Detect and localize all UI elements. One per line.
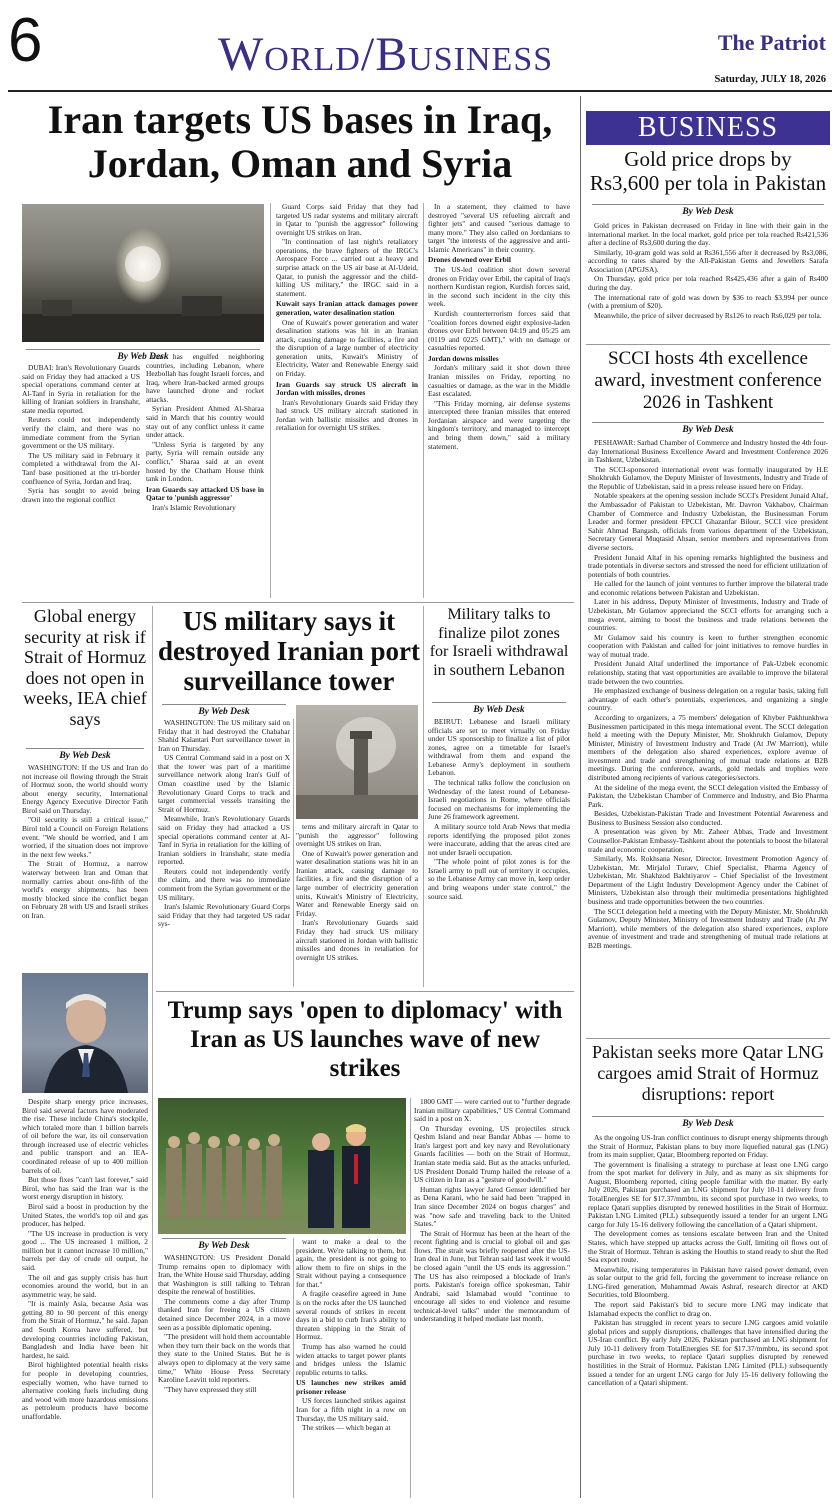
port-col1: WASHINGTON: The US military said on Friday that it had destroyed the Chabahar Shahid Kalantari Port surveillance tower in Iran on Thursday. US Central Command said in a post on X that the tower was part of a maritime surveillance network along Iran's Gulf of Oman coastline used by the Islamic Revolutionary Guard Corps to track and target commercial vessels transiting the Strait of Hormuz. Meanwhile, Iran's Revolutionary Guards said on Friday they had attacked a US special operations command center at Al-Tanf in Syria in retaliation for the killing of Iranian soldiers in Iranshahr, state media reported. Reuters could not independently verify the claim, and there was no immediate comment from the Syrian government or the US military. Iran's Islamic Revolutionary Guard Corps said Friday that they had targeted US radar sys- [158, 719, 290, 929]
trump-col1: WASHINGTON: US President Donald Trump remains open to diplomacy with Iran, the White House said Thursday, adding that Washington is still talking to Tehran despite the renewal of hostilities. The comments come a day after Trump thanked Iran for freeing a US citizen detained since December 2024, in a move seen as a possible diplomatic opening. "The president will hold them accountable when they turn their back on the words that they state to the United States. But he is always open to diplomacy at the very same time," White House Press Secretary Karoline Leavitt told reporters. "They have expressed they still [158, 1254, 290, 1394]
paper-name: The Patriot [717, 30, 826, 55]
birol-portrait [22, 973, 148, 1093]
gold-byline: By Web Desk [588, 204, 828, 217]
energy-headline: Global energy security at risk if Strait of Hormuz does not open in weeks, IEA chief says [23, 606, 147, 729]
masthead-rule [8, 90, 832, 92]
section-rule [586, 1038, 830, 1039]
scci-body: PESHAWAR: Sarhad Chamber of Commerce and Industry hosted the 4th four-day International Business Excellence Award and Investment Conference 2026 in Tashkent, Uzbekistan. The SCCI-sponsored international event was formally inaugurated by H.E Shokhrukh Gulamov, the Deputy Minister of Investments, Industry and Trade of the Republic of Uzbekistan, said in a press release issued here on Friday. Notable speakers at the opening session include SCCI's President Junaid Altaf, the Ambassador of Pakistan to Uzbekistan, Mr. Davron Vakhabov, Chairman Chamber of Commerce and Industry Uzbekistan, the Businessman Forum Leader and former president FPCCI Ghazanfar Bilour, SCCI vice president Sahir Ahmad Bangash, officials from various department of the Uzbekistan, Secretary General Muqtasid Ahsan, senior members and representatives from diverse sectors. President Junaid Altaf in his opening remarks highlighted the business and trade potentials in diverse sectors and stressed the need for efficient utilization of potentials of both countries. He called for the launch of joint ventures to further improve the bilateral trade and economic relations between Pakistan and Uzbekistan. Later in his address, Deputy Minister of Investments, Industry and Trade of Uzbekistan, Mr Gulamov appreciated the SCCI efforts for arranging such a mega event, aiming to boost the business and trade relations between the countries. Mr Gulamov said his country is keen to further strengthen economic cooperation with Pakistan and called for joint initiatives to remove hurdles in way of mutual trade. President Junaid Altaf underlined the importance of Pak-Uzbek economic relationship, stating that vast opportunities are available to improve the bilateral trade between the two countries. He emphasized exchange of business delegation on a regular basis, taking full advantage of each other's potentials, experiences, and organizing a single country. According to organizers, a 75 members' delegation of Khyber Pakhtunkhwa Businessmen participated in this mega international event. The SCCI delegation held a meeting with the Deputy Minister, Mr. Shokhrukh Gulamov, Deputy Minister, Ministry of Investment Industry and Trade (At JW Marriott), while members of the delegation also shared experiences, explore avenue of investment and trade and strengthening of mutual trade relations at B2B meetings. During the conference, awards, gold medals and trophies were distributed among recipients of various categories/sectors. At the sideline of the mega event, the SCCI delegation visited the Embassy of Pakistan, the Uzbekistan Chamber of Commerce and Industry, and Bio Pharma Park. Besides, Uzbekistan-Pakistan Trade and Investment Potential Awareness and Business to Business Session also conducted. A presentation was given by Mr. Zaheer Abbas, Trade and Investment Counsellor-Pakistan Embassy-Tashkent about the potentials to boost the bilateral trade and economic cooperation. Similarly, Ms. Rokhsana Nesor, Director, Investment Promotion Agency of Uzbekistan, Mr. Mirjalol Turaev, Chief Specialist, Pharma Agency of Uzbekistan, Mr. Shakhzod Bakhtiyarov – Chief Specialist of the Investment Department of the Light Industry Development Agency under the Cabinet of Ministers, Uzbekistan also through their multimedia presentations highlighted business and trade opportunities between the two countries. The SCCI delegation held a meeting with the Deputy Minister, Mr. Shokhrukh Gulamov, Deputy Minister, Ministry of Investment Industry and Trade (At JW Marriott), while members of the delegation also shared experiences, explore avenue of investment and trade and strengthening of mutual trade relations at B2B meetings. [588, 439, 828, 950]
page-number: 6 [8, 6, 43, 75]
energy-bottom: Despite sharp energy price increases, Birol said several factors have moderated the rise. These include China's stockpile, which totaled more than 1 billion barrels of oil before the war, its oil conservation through increased use of electric vehicles and public transport and an IEA-coordinated release of up to 400 million barrels of oil. But those fixes "can't last forever," said Birol, who has said the Iran war is the worst energy disruption in history. Birol said a boost in production by the United States, the world's top oil and gas producer, has helped. "The US increase in production is very good ... The US increased 1 million, 2 million but it cannot increase 10 million," barrels per day of crude oil output, he said. The oil and gas supply crisis has hurt economies around the world, but in an asymmetric way, he said. "It is mainly Asia, because Asia was getting 80 to 90 percent of this energy from the Strait of Hormuz," he said. Japan and South Korea have suffered, but developing countries including Pakistan, Bangladesh and India have been hit hardest, he said. Birol highlighted potential health risks for people in developing countries, especially women, who have turned to alternative cooking fuels including dung and wood with more hazardous emissions as petroleum products have become unaffordable. [22, 1098, 148, 1421]
column-rule [410, 1098, 411, 1498]
lng-headline: Pakistan seeks more Qatar LNG cargoes amid Strait of Hormuz disruptions: report [592, 1042, 824, 1104]
column-rule [423, 606, 424, 987]
scci-byline: By Web Desk [588, 422, 828, 435]
port-col2: tems and military aircraft in Qatar to "punish the aggressor" following overnight US strikes on Iran. One of Kuwait's power generation and water desalination stations was hit in an Iranian attack, causing damage to facilities, a fire and the disruption of a large number of electricity generation units, Kuwait's Ministry of Electricity, Water and Renewable Energy said on Friday. Iran's Revolutionary Guards said Friday they had struck US military aircraft stationed in Jordan with ballistic missiles and drones in retaliation for overnight US strikes. [296, 823, 418, 962]
gold-headline: Gold price drops by Rs3,600 per tola in Pakistan [589, 147, 827, 195]
business-column-rule [580, 96, 581, 1498]
column-rule [152, 606, 153, 1498]
trump-col2: want to make a deal to the president. We're talking to them, but again, the president is not going to allow them to fire on ships in the Strait without paying a consequence for that." A fragile ceasefire agreed in June is on the rocks after the US launched several rounds of strikes in recent days in a bid to curb Iran's ability to threaten shipping in the Strait of Hormuz. Trump has also warned he could widen attacks to target power plants and bridges unless the Islamic republic returns to talks. US launches new strikes amid prisoner release US forces launched strikes against Iran for a fifth night in a row on Thursday, the US military said. The strikes — which began at [296, 1238, 406, 1433]
iran-bases-col1: DUBAI: Iran's Revolutionary Guards said on Friday they had attacked a US special operations command center at Al-Tanf in Syria in retaliation for the killing of Iranian soldiers in Iranshahr, state media reported. Reuters could not independently verify the claim, and there was no immediate comment from the Syrian government or the US military. The US military said in February it completed a withdrawal from the Al-Tanf base positioned at the tri-border confluence of Syria, Jordan and Iraq. Syria has sought to avoid being drawn into the regional conflict [22, 364, 140, 504]
gold-body: Gold prices in Pakistan decreased on Friday in line with their gain in the international market. In the local market, gold price per tola reached Rs421,536 after a decline of Rs3,600 during the day. Similarly, 10-gram gold was sold at Rs361,556 after it decreased by Rs3,086, according to rates shared by the All-Pakistan Gems and Jewellers Sarafa Association (APGJSA). On Thursday, gold price per tola reached Rs425,436 after a gain of Rs400 during the day. The international rate of gold was down by $36 to reach $3,994 per ounce (with a premium of $20). Meanwhile, the price of silver decreased by Rs126 to reach Rs6,029 per tola. [588, 222, 828, 320]
energy-top: WASHINGTON: If the US and Iran do not increase oil flowing through the Strait of Hormuz soon, the world should worry about energy security, International Energy Agency Executive Director Fatih Birol said on Thursday. "Oil security is still a critical issue," Birol told a Council on Foreign Relations event. "We should be worried, and I am worried, if the situation does not improve in the next few weeks." The Strait of Hormuz, a narrow waterway between Iran and Oman that normally carries about one-fifth of the world's energy shipments, has been mostly blocked since the conflict began on February 28 with US and Israeli strikes on Iran. [22, 764, 148, 920]
iran-bases-byline: By Web Desk [22, 349, 264, 362]
lebanon-byline: By Web Desk [428, 702, 570, 715]
trump-photo [158, 1098, 406, 1234]
issue-date: Saturday, JULY 18, 2026 [714, 74, 826, 85]
lng-body: As the ongoing US-Iran conflict continues to disrupt energy shipments through the Strait of Hormuz, Pakistan plans to buy more liquefied natural gas (LNG) from its main supplier, Qatar, Bloomberg reported on Friday. The government is finalising a strategy to purchase at least one LNG cargo from the spot market for delivery in July, and as many as six shipments for August, Bloomberg reported, citing people familiar with the matter. By early July 2026, Pakistan purchased an LNG shipment for July 10-11 delivery from TotalEnergies SE for $17.37/mmbtu, its second spot purchase in two weeks, to replace Qatari supplies disrupted by renewed hostilities in the Strait of Hormuz. Pakistan LNG Limited (PLL) subsequently issued a tender for an urgent LNG cargo for July 15-16 delivery following the cancellation of a Qatari shipment. The development comes as tensions escalate between Iran and the United States, which have stepped up attacks across the Gulf, limiting oil flows out of the Strait of Hormuz. Tehran is asking the Houthis to stand ready to shut the Red Sea export route. Meanwhile, rising temperatures in Pakistan have raised power demand, even as solar output to the grid fell, forcing the government to increase reliance on LNG-fired generation, Muhammad Awais Ashraf, research director at AKD Securities, told Bloomberg. The report said Pakistan's bid to secure more LNG may indicate that Islamabad expects the conflict to drag on. Pakistan has struggled in recent years to secure LNG cargoes amid volatile global prices and supply disruptions, challenges that have intensified during the US-Iran conflict. By early July 2026, Pakistan purchased an LNG shipment for July 10-11 delivery from TotalEnergies SE for $17.37/mmbtu, its second spot purchase in two weeks, to replace Qatari supplies disrupted by renewed hostilities in the Strait of Hormuz. Pakistan LNG Limited (PLL) subsequently issued a tender for an urgent LNG cargo for July 15-16 delivery following the cancellation of a Qatari shipment. [588, 1134, 828, 1388]
section-title: World/Business [218, 28, 554, 81]
lebanon-body: BEIRUT: Lebanese and Israeli military officials are set to meet virtually on Friday under US sponsorship to finalize a list of pilot zones, agree on a timetable for Israel's withdrawal from them and expand the Lebanese Army's deployment in southern Lebanon. The technical talks follow the conclusion on Wednesday of the latest round of Lebanese-Israeli negotiations in Rome, where officials focused on mechanisms for implementing the June 26 framework agreement. A military source told Arab News that media reports identifying the proposed pilot zones were inaccurate, adding that the areas cited are not under Israeli occupation. "The whole point of pilot zones is for the Israeli army to pull out of territory it occupies, so the Lebanese Army can move in, keep order and bring weapons under state control," the source said. [428, 718, 570, 901]
port-headline: US military says it destroyed Iranian port surveillance tower [158, 606, 421, 696]
iran-bases-headline: Iran targets US bases in Iraq, Jordan, Oman and Syria [47, 97, 553, 186]
energy-byline: By Web Desk [22, 748, 148, 761]
business-banner-label: BUSINESS [637, 112, 779, 143]
section-rule [586, 344, 830, 345]
lng-byline: By Web Desk [588, 1116, 828, 1129]
iran-bases-col2: that has engulfed neighboring countries, including Lebanon, where Hezbollah has fought Israeli forces, and Iraq, where Iran-backed armed groups have launched drone and rocket attacks. Syrian President Ahmed Al-Sharaa said in March that his country would stay out of any conflict unless it came under attack. "Unless Syria is targeted by any party, Syria will remain outside any conflict," Sharaa said at an event hosted by the Chatham House think tank in London. Iran Guards say attacked US base in Qatar to 'punish aggressor' Iran's Islamic Revolutionary [146, 353, 264, 512]
port-tower-photo [296, 705, 418, 819]
iran-bases-col3: Guard Corps said Friday that they had targeted US radar systems and military aircraft in Qatar to "punish the aggressor" following overnight US strikes on Iran. "In continuation of last night's retaliatory operations, the brave fighters of the IRGC's Aerospace Force ... carried out a heavy and surprise attack on the US air base at Al-Udeid, Qatar, to punish the aggressor and the child-killing US military," the IRGC said in a statement. Kuwait says Iranian attack damages power generation, water desalination station One of Kuwait's power generation and water desalination stations was hit in an Iranian attack, causing damage to facilities, a fire and the disruption of a large number of electricity generation units, Kuwait's Ministry of Electricity, Water and Renewable Energy said on Friday. Iran Guards say struck US aircraft in Jordan with missiles, drones Iran's Revolutionary Guards said Friday they had struck US military aircraft stationed in Jordan with ballistic missiles and drones in retaliation for overnight US strikes. [276, 203, 418, 433]
trump-byline: By Web Desk [158, 1238, 290, 1251]
column-rule [293, 1238, 294, 1498]
port-byline: By Web Desk [158, 704, 290, 717]
trump-headline: Trump says 'open to diplomacy' with Iran as US launches wave of new strikes [167, 997, 563, 1082]
scci-headline: SCCI hosts 4th excellence award, investment conference 2026 in Tashkent [594, 348, 822, 413]
column-rule [423, 203, 424, 598]
section-rule [156, 991, 574, 992]
iran-bases-col4: In a statement, they claimed to have destroyed "several US refueling aircraft and fighter jets" and caused "serious damage to many more." They also called on Jordanians to target "the interests of the aggressive and anti-Islamic Americans" in their country. Drones downed over Erbil The US-led coalition shot down several drones on Friday over Erbil, the capital of Iraq's northern Kurdistan region, Kurdish forces said, in the second such incident in the city this week. Kurdish counterterrorism forces said that "coalition forces downed eight explosive-laden drones over Erbil between 04:19 and 05:25 am (0119 and 0225 GMT)," with no damage or casualties reported. Jordan downs missiles Jordan's military said it shot down three Iranian missiles on Friday, reporting no casualties or damage, as the war in the Middle East escalated. "This Friday morning, air defense systems intercepted three Iranian missiles that entered Jordanian airspace and were targeting the kingdom's territory, and managed to intercept and bring them down," said a military statement. [428, 203, 570, 451]
lebanon-headline: Military talks to finalize pilot zones for Israeli withdrawal in southern Lebanon [429, 606, 569, 679]
column-rule [293, 719, 294, 987]
business-banner [586, 111, 830, 145]
trump-col3: 1800 GMT — were carried out to "further degrade Iranian military capabilities," US Central Command said in a post on X. On Thursday evening, US projectiles struck Qeshm Island and near Bandar Abbas — home to Iran's largest port and key navy and Revolutionary Guards facilities — both on the Strait of Hormuz, Iranian state media said. But as the attacks unfurled, US President Donald Trump hailed the release of a US citizen in Iran as a "gesture of goodwill." Human rights lawyer Jared Genser identified her as Dena Karani, who he said had been "trapped in Iran since December 2024 on bogus charges" and was "now safe and traveling back to the United States." The Strait of Hormuz has been at the heart of the recent fighting and is crucial to global oil and gas flows. The strait was briefly reopened after the US-Iran deal in June, but Tehran said last week it would be closed again "until the US ends its aggression." The US has also reimposed a blockade of Iran's ports. Pakistan's foreign office spokesman, Tahir Andrabi, said Islamabad would "continue to encourage all sides to end violence and resume technical-level talks" under the memorandum of understanding it helped mediate last month. [414, 1098, 570, 1324]
section-rule [22, 602, 574, 603]
iran-bases-photo [22, 204, 264, 342]
column-rule [270, 203, 271, 598]
